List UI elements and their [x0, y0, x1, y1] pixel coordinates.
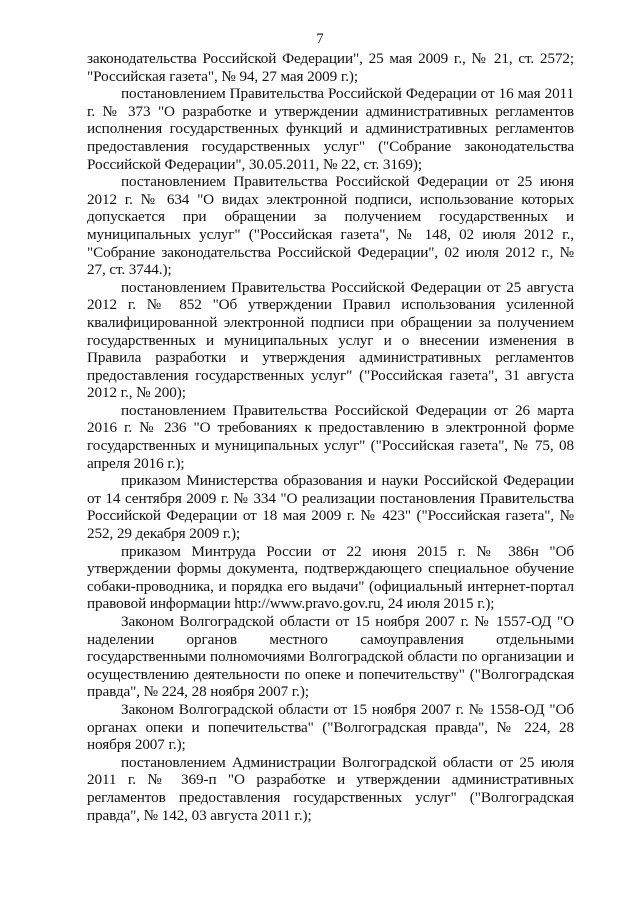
page-number: 7	[316, 31, 324, 47]
document-body	[87, 50, 574, 824]
paragraph-10: постановлением Администрации Волгоградской области от 25 июля 2011 г. № 369-п "О разработке и утверждении административных регламентов предоставления государственных услуг" ("Волгоградская правда", № 142, 03 августа 2011 г.);	[87, 753, 574, 824]
paragraph-2: постановлением Правительства Российской Федерации от 16 мая 2011 г. № 373 "О разработке и утверждении административных регламентов исполнения государственных функций и административных регламентов предоставления государственных услуг" ("Собрание законодательства Российской Федерации", 30.05.2011, № 22, ст. 3169);	[87, 85, 574, 173]
paragraph-3: постановлением Правительства Российской Федерации от 25 июня 2012 г. № 634 "О видах электронной подписи, использование которых допускается при обращении за получением государственных и муниципальных услуг" ("Российская газета", № 148, 02 июля 2012 г., "Собрание законодательства Российской Федерации", 02 июля 2012 г., № 27, ст. 3744.);	[87, 173, 574, 279]
paragraph-7: приказом Минтруда России от 22 июня 2015 г. № 386н "Об утверждении формы документа, подтверждающего специальное обучение собаки-проводника, и порядка его выдачи" (официальный интернет-портал правовой информации http://www.pravo.gov.ru, 24 июля 2015 г.);	[87, 542, 574, 613]
paragraph-9: Законом Волгоградской области от 15 ноября 2007 г. № 1558-ОД "Об органах опеки и попечительства" ("Волгоградская правда", № 224, 28 ноября 2007 г.);	[87, 700, 574, 754]
paragraph-8: Законом Волгоградской области от 15 ноября 2007 г. № 1557-ОД "О наделении органов местного самоуправления отдельными государственными полномочиями Волгоградской области по организации и осуществлению деятельности по опеке и попечительству" ("Волгоградская правда", № 224, 28 ноября 2007 г.);	[87, 613, 574, 701]
paragraph-1: законодательства Российской Федерации", 25 мая 2009 г., № 21, ст. 2572; "Российская газета", № 94, 27 мая 2009 г.);	[87, 50, 574, 85]
paragraph-5: постановлением Правительства Российской Федерации от 26 марта 2016 г. № 236 "О требованиях к предоставлению в электронной форме государственных и муниципальных услуг" ("Российская газета", № 75, 08 апреля 2016 г.);	[87, 401, 574, 472]
paragraph-6: приказом Министерства образования и науки Российской Федерации от 14 сентября 2009 г. № 334 "О реализации постановления Правительства Российской Федерации от 18 мая 2009 г. № 423" ("Российская газета", № 252, 29 декабря 2009 г.);	[87, 472, 574, 543]
paragraph-4: постановлением Правительства Российской Федерации от 25 августа 2012 г. № 852 "Об утверждении Правил использования усиленной квалифицированной электронной подписи при обращении за получением государственных и муниципальных услуг и о внесении изменения в Правила разработки и утверждения административных регламентов предоставления государственных услуг" ("Российская газета", 31 августа 2012 г., № 200);	[87, 278, 574, 402]
